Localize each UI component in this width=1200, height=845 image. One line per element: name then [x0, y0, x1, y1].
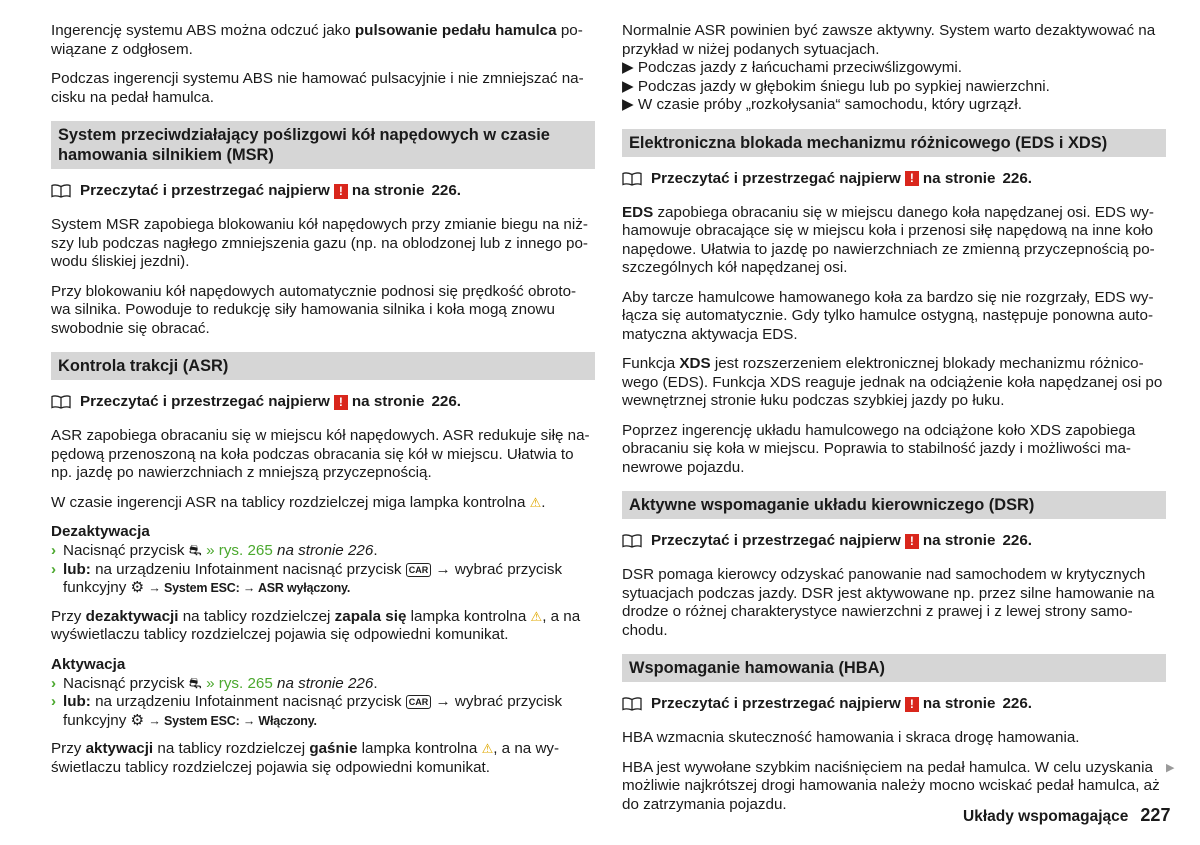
list-item: ▶ W czasie próby „rozkołysania“ samochodu, który ugrzązł. [622, 96, 1022, 113]
hba-reference[interactable] [622, 695, 1166, 713]
reference-page: 226. [1002, 695, 1033, 712]
reference-page: 226. [431, 393, 462, 410]
step-arrow-icon: › [51, 693, 57, 710]
deactivation-paragraph: Przy dezaktywacji na tablicy rozdzielczej zapala się lampka kontrolna ⚠, a na wyświetlaczu tablicy rozdzielczej pojawia się odpowiedni komunikat. [51, 607, 581, 643]
dsr-paragraph: DSR pomaga kierowcy odzyskać panowanie nad samochodem w krytycznych sytuacjach podczas jazdy. DSR jest aktywowane np. przez silne hamowanie na drodze o różnej charakterystyce nawierzchni z prawej i z lewej strony samo- chodu. [622, 566, 1155, 639]
reference-label: Przeczytać i przestrzegać najpierw [651, 532, 901, 549]
book-icon [622, 534, 642, 548]
asr-lamp-icon: ⚠ [529, 494, 542, 510]
asr-reference[interactable] [51, 393, 595, 411]
hba-heading: Wspomaganie hamowania (HBA) [622, 654, 1166, 682]
reference-label: Przeczytać i przestrzegać najpierw [80, 182, 330, 199]
step-item: › Nacisnąć przycisk ⛐ » rys. 265 na stronie 226. [51, 674, 378, 692]
xds-paragraph: Funkcja XDS jest rozszerzeniem elektronicznej blokady mechanizmu różnico- wego (EDS). Funkcja XDS reaguje jednak na odciążenie koła napędzanej osi po wewnętrznej stronie łuku podczas szybkiej jazdy po łuku. [622, 355, 1163, 409]
car-key-icon: CAR [406, 563, 432, 577]
abs-paragraph-1: Ingerencję systemu ABS można odczuć jako pulsowanie pedału hamulca po- wiązane z odgłosem. [51, 22, 583, 58]
esc-button-icon: ⛐ [188, 674, 202, 692]
eds-paragraph-2: Aby tarcze hamulcowe hamowanego koła za bardzo się nie rozgrzały, EDS wy- łącza się automatycznie. Gdy tylko hamulce ostygną, następuje ponowna auto- matyczna aktywacja EDS. [622, 288, 1154, 343]
reference-page: 226. [1002, 532, 1033, 549]
left-column [51, 22, 595, 788]
car-key-icon: CAR [406, 695, 432, 709]
step-arrow-icon: › [51, 674, 57, 692]
hba-paragraph-2: HBA jest wywołane szybkim naciśnięciem na pedał hamulca. W celu uzyskania możliwie najkrótszej drogi hamowania należy mocno wciskać pedał hamulca, aż do zatrzymania pojazdu. [622, 758, 1160, 813]
warning-icon: ! [334, 395, 348, 410]
warning-icon: ! [905, 171, 919, 186]
hba-paragraph-1: HBA wzmacnia skuteczność hamowania i skraca drogę hamowania. [622, 729, 1080, 746]
reference-page: 226. [431, 182, 462, 199]
reference-suffix: na stronie [922, 532, 996, 549]
asr-lamp-icon: ⚠ [481, 741, 494, 756]
reference-suffix: na stronie [351, 393, 425, 410]
list-item: ▶ Podczas jazdy z łańcuchami przeciwślizgowymi. [622, 59, 963, 76]
reference-page: 226. [1002, 169, 1033, 187]
warning-icon: ! [334, 184, 348, 199]
book-icon [51, 184, 71, 198]
dsr-reference[interactable] [622, 532, 1166, 550]
msr-paragraph-1: System MSR zapobiega blokowaniu kół napędowych przy zmianie biegu na niż- szy lub podczas nagłego zmniejszenia gazu (np. na oblodzonej lub z innego po- wodu śliskiej jezdni). [51, 216, 588, 270]
asr-heading: Kontrola trakcji (ASR) [51, 352, 595, 380]
step-arrow-icon: › [51, 560, 57, 578]
reference-label: Przeczytać i przestrzegać najpierw [651, 695, 901, 712]
asr-intro: Normalnie ASR powinien być zawsze aktywny. System warto dezaktywować na przykład w niżej podanych sytuacjach. [622, 22, 1156, 58]
page-footer [963, 805, 1170, 826]
deactivation-heading: Dezaktywacja [51, 523, 150, 540]
eds-heading: Elektroniczna blokada mechanizmu różnicowego (EDS i XDS) [622, 129, 1166, 157]
activation-paragraph: Przy aktywacji na tablicy rozdzielczej gaśnie lampka kontrolna ⚠, a na wy- świetlaczu tablicy rozdzielczej pojawia się odpowiedni komunikat. [51, 740, 560, 776]
activation-steps [51, 675, 595, 731]
eds-reference[interactable] [622, 170, 1166, 188]
msr-paragraph-2: Przy blokowaniu kół napędowych automatycznie podnosi się prędkość obroto- wa silnika. Powoduje to redukcję siły hamowania silnika i koła mogą znowu swobodnie się obracać. [51, 282, 577, 337]
abs-paragraph-2: Podczas ingerencji systemu ABS nie hamować pulsacyjnie i nie zmniejszać na- cisku na pedał hamulca. [51, 70, 584, 106]
reference-suffix: na stronie [351, 182, 425, 199]
warning-icon: ! [905, 697, 919, 712]
eds-paragraph-1: EDS zapobiega obracaniu się w miejscu danego koła napędzanej osi. EDS wy- hamowuje obracające się w miejscu koła i przenosi siłę napędową na inne koło napędowe. Ułatwia to jazdę po nawierzchniach ze zmienną przyczepnością po- szczególnych kół napędzanej osi. [622, 203, 1155, 276]
asr-lamp-icon: ⚠ [530, 608, 543, 624]
reference-suffix: na stronie [922, 695, 996, 712]
figure-link[interactable]: » rys. 265 [206, 674, 273, 692]
page-number: 227 [1140, 805, 1171, 825]
reference-label: Przeczytać i przestrzegać najpierw [80, 393, 330, 410]
book-icon [622, 697, 642, 711]
settings-gear-icon: ⚙ [130, 579, 145, 596]
msr-reference[interactable] [51, 182, 595, 200]
asr-paragraph-2: W czasie ingerencji ASR na tablicy rozdzielczej miga lampka kontrolna ⚠. [51, 493, 546, 511]
book-icon [622, 172, 642, 186]
next-page-arrow-icon: ▶ [1166, 762, 1175, 774]
right-column [622, 22, 1166, 825]
asr-paragraph-1: ASR zapobiega obracaniu się w miejscu kół napędowych. ASR redukuje siłę na- pędową przenoszoną na koła podczas obracania się kół w miejscu. Ułatwia to np. jazdę po nawierzchniach z mniejszą przyczepnością. [51, 427, 590, 481]
situation-list [622, 59, 1166, 115]
deactivation-steps [51, 542, 595, 598]
step-item: › lub: na urządzeniu Infotainment nacisnąć przycisk CAR → wybrać przycisk funkcyjny ⚙ → System ESC: → ASR wyłączony. [51, 560, 563, 596]
reference-suffix: na stronie [922, 169, 996, 187]
step-item: › lub: na urządzeniu Infotainment nacisnąć przycisk CAR → wybrać przycisk funkcyjny ⚙ → System ESC: → Włączony. [51, 693, 563, 729]
activation-heading: Aktywacja [51, 655, 126, 673]
msr-heading: System przeciwdziałający poślizgowi kół napędowych w czasie hamowania silnikiem (MSR) [51, 121, 595, 169]
book-icon [51, 395, 71, 409]
xds-paragraph-2: Poprzez ingerencję układu hamulcowego na odciążone koło XDS zapobiega obracaniu się koła w miejscu. Poprawia to stabilność jazdy i możliwości ma- newrowe pojazdu. [622, 421, 1136, 476]
footer-section-title: Układy wspomagające [963, 808, 1129, 825]
settings-gear-icon: ⚙ [130, 711, 145, 729]
esc-button-icon: ⛐ [188, 542, 202, 559]
step-arrow-icon: › [51, 542, 57, 559]
figure-link[interactable]: » rys. 265 [206, 542, 273, 559]
step-item: › Nacisnąć przycisk ⛐ » rys. 265 na stronie 226. [51, 542, 378, 559]
dsr-heading: Aktywne wspomaganie układu kierowniczego (DSR) [622, 491, 1166, 519]
list-item: ▶ Podczas jazdy w głębokim śniegu lub po sypkiej nawierzchni. [622, 77, 1050, 95]
warning-icon: ! [905, 534, 919, 549]
reference-label: Przeczytać i przestrzegać najpierw [651, 169, 901, 187]
